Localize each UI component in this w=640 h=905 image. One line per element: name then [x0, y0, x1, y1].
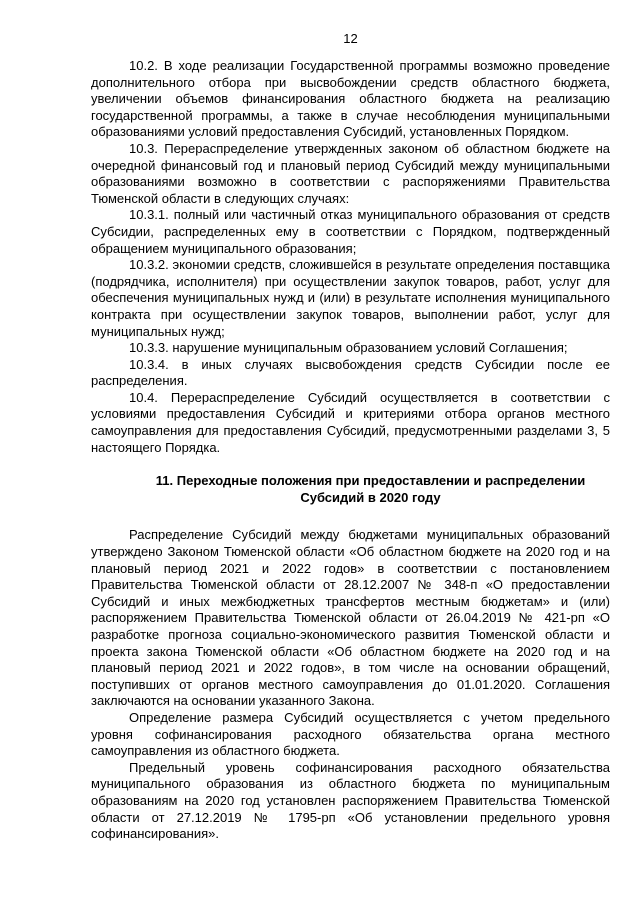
section-11-heading: 11. Переходные положения при предоставлении и распределении Субсидий в 2020 году — [155, 473, 586, 505]
page-number: 12 — [343, 31, 358, 46]
paragraph-10-3-3: 10.3.3. нарушение муниципальным образованием условий Соглашения; — [129, 340, 568, 356]
paragraph-10-4: 10.4. Перераспределение Субсидий осуществляется в соответствии с условиями предоставления Субсидий и критериями отбора органов местного самоуправления для предоставления Субсидий, предусмотренными разделами 3, 5 настоящего Порядка. — [91, 389, 610, 455]
paragraph-10-3-4: 10.3.4. в иных случаях высвобождения средств Субсидии после ее распределения. — [91, 356, 610, 389]
paragraph-10-3-1: 10.3.1. полный или частичный отказ муниципального образования от средств Субсидии, распределенных ему в соответствии с Порядком, подтвержденный обращением муниципального образования; — [91, 207, 610, 256]
paragraph-11-distribution: Распределение Субсидий между бюджетами муниципальных образований утверждено Законом Тюменской области «Об областном бюджете на 2020 год и на плановый период 2021 и 2022 годов» в соответствии с постановлением Правительства Тюменской области от 28.12.2007 № 348-п «О предоставлении Субсидий и иных межбюджетных трансфертов местным бюджетам» и (или) распоряжением Правительства Тюменской области от 26.04.2019 № 421-рп «О разработке прогноза социально-экономического развития Тюменской области и проекта закона Тюменской области «Об областном бюджете на 2020 год и на плановый период 2021 и 2022 годов», в том числе на основании обращений, поступивших от органов местного самоуправления до 01.01.2020. Соглашения заключаются на основании указанного Закона. — [91, 527, 610, 709]
paragraph-10-3-2: 10.3.2. экономии средств, сложившейся в результате определения поставщика (подрядчика, исполнителя) при осуществлении закупок товаров, работ, услуг для обеспечения муниципальных нужд и (или) в результате исполнения муниципального контракта при осуществлении закупок товаров, выполнении работ, услуг для муниципальных нужд; — [91, 257, 610, 339]
paragraph-11-amount: Определение размера Субсидий осуществляется с учетом предельного уровня софинансирования расходного обязательства органа местного самоуправления из областного бюджета. — [91, 709, 610, 759]
section-11-body — [91, 527, 610, 842]
paragraph-10-2: 10.2. В ходе реализации Государственной программы возможно проведение дополнительного отбора при высвобождении средств областного бюджета, увеличении объемов финансирования областного бюджета на реализацию государственной программы, а также в случае несоблюдения муниципальными образованиями условий предоставления Субсидий, установленных Порядком. — [91, 58, 610, 140]
paragraph-11-limit: Предельный уровень софинансирования расходного обязательства муниципального образования из областного бюджета по муниципальным образованиям на 2020 год установлен распоряжением Правительства Тюменской области от 27.12.2019 № 1795-рп «Об установлении предельного уровня софинансирования». — [91, 759, 610, 842]
section-10-body — [91, 58, 610, 456]
paragraph-10-3: 10.3. Перераспределение утвержденных законом об областном бюджете на очередной финансовый год и плановый период Субсидий между муниципальными образованиями возможно в соответствии с распоряжениями Правительства Тюменской области в следующих случаях: — [91, 140, 610, 206]
